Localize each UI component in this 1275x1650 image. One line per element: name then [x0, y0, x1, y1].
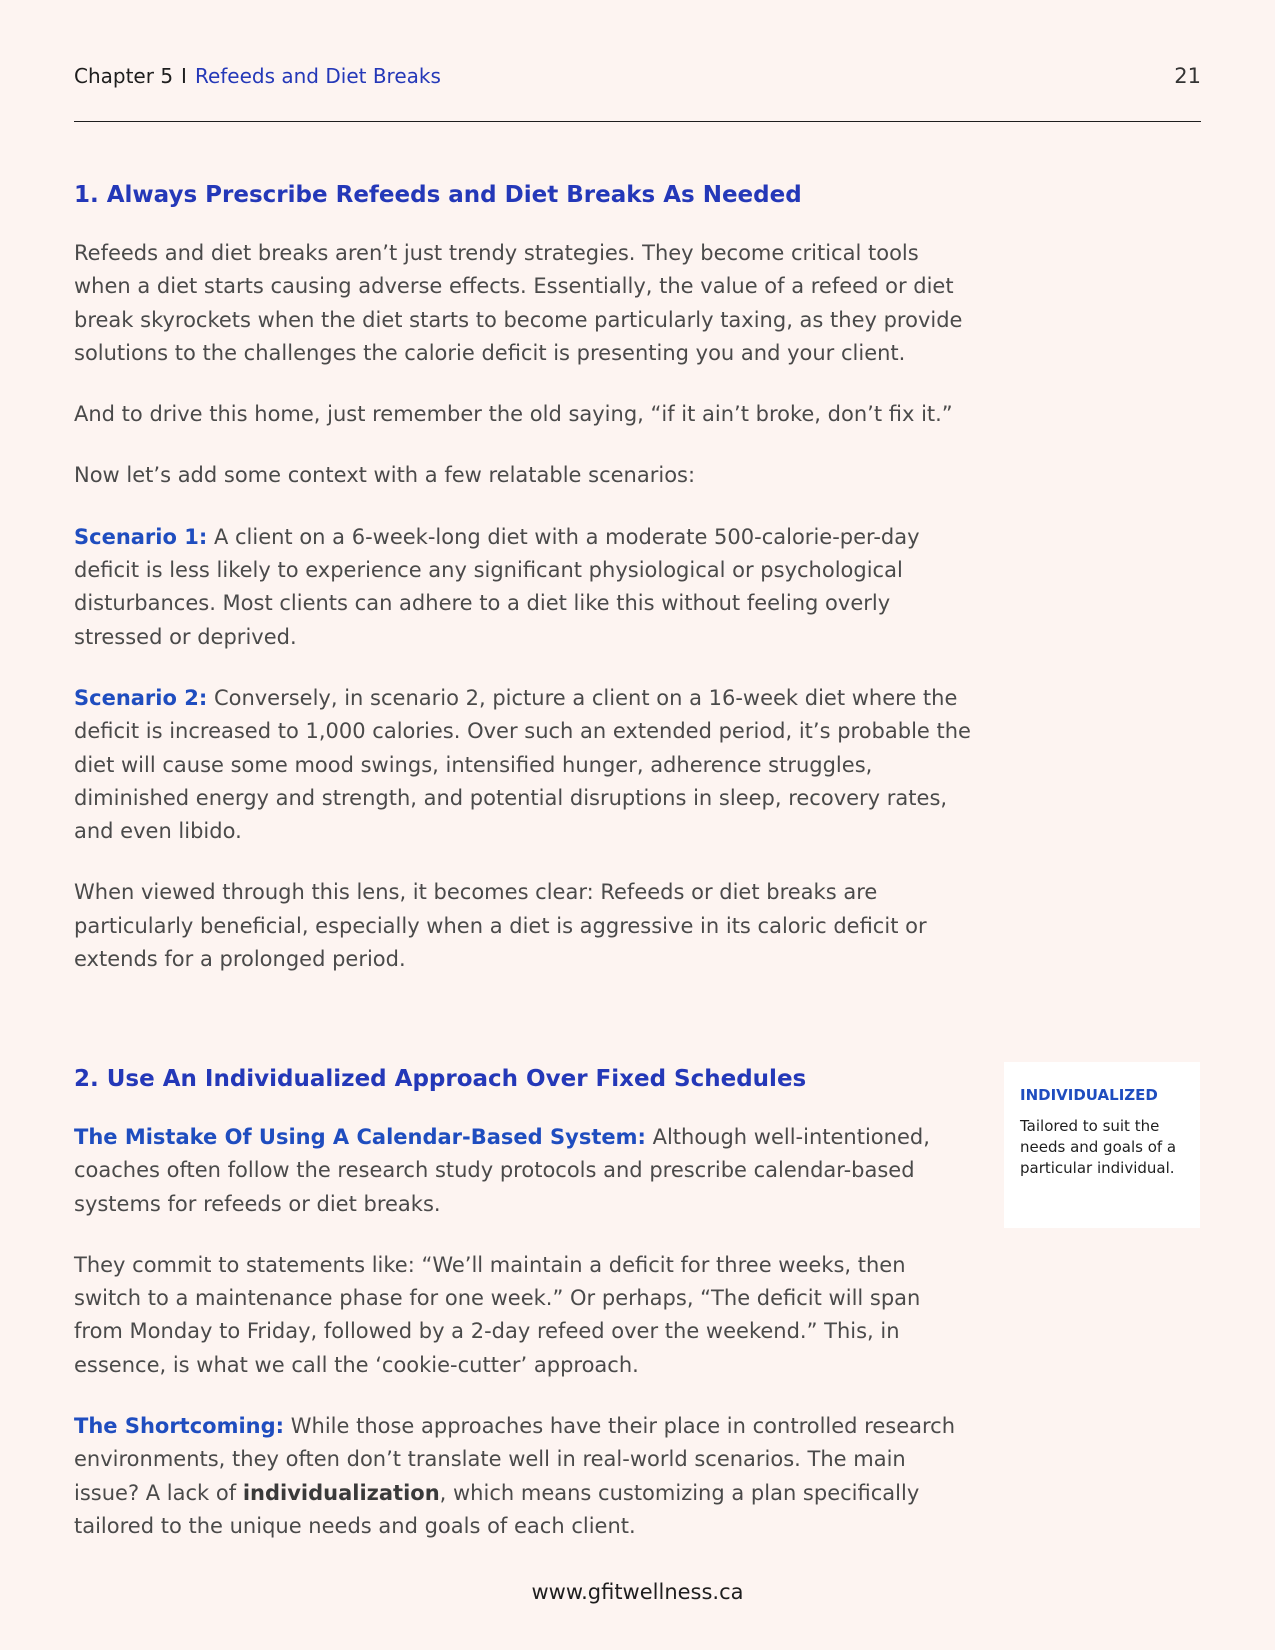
section-2 — [74, 1062, 974, 1571]
scenario-2-text: Conversely, in scenario 2, picture a client on a 16-week diet where the deficit is increased to 1,000 calories. Over such an extended period, it’s probable the diet will cause some mood swings, intensified hunger, adherence struggles, diminished energy and strength, and potential disruptions in sleep, recovery rates, and even libido. — [74, 685, 971, 844]
paragraph-shortcoming — [74, 1410, 974, 1543]
paragraph-mistake — [74, 1121, 974, 1221]
section-1-heading: 1. Always Prescribe Refeeds and Diet Breaks As Needed — [74, 182, 802, 208]
header-divider — [74, 121, 1201, 122]
paragraph-saying: And to drive this home, just remember the old saying, “if it ain’t broke, don’t fix it.” — [74, 402, 953, 427]
sidebar-term: INDIVIDUALIZED — [1020, 1086, 1158, 1104]
chapter-number: Chapter 5 — [74, 64, 174, 88]
shortcoming-label: The Shortcoming: — [74, 1414, 285, 1439]
scenario-1-label: Scenario 1: — [74, 524, 208, 549]
paragraph-scenario-1 — [74, 521, 974, 654]
shortcoming-text-before: While those approaches have their place in controlled research environments, they often don’t translate well in real-world scenarios. The main issue? A lack of — [74, 1414, 956, 1505]
shortcoming-bold-term: individualization — [242, 1480, 440, 1505]
section-2-heading: 2. Use An Individualized Approach Over Fixed Schedules — [74, 1066, 807, 1092]
paragraph-context: Now let’s add some context with a few relatable scenarios: — [74, 463, 696, 488]
section-1 — [74, 178, 974, 976]
definition-sidebar — [1004, 1062, 1200, 1228]
scenario-2-label: Scenario 2: — [74, 685, 208, 710]
paragraph-conclusion: When viewed through this lens, it becomes clear: Refeeds or diet breaks are particularly beneficial, especially when a diet is aggressive in its caloric deficit or extends for a prolonged period. — [74, 880, 927, 972]
footer-website: www.gfitwellness.ca — [531, 1580, 744, 1604]
page-header — [74, 60, 1201, 90]
chapter-title: Refeeds and Diet Breaks — [194, 64, 441, 88]
paragraph-intro: Refeeds and diet breaks aren’t just trendy strategies. They become critical tools when a diet starts causing adverse effects. Essentially, the value of a refeed or diet break skyrockets when the diet starts to become particularly taxing, as they provide solutions to the challenges the calorie deficit is presenting you and your client. — [74, 241, 963, 365]
mistake-label: The Mistake Of Using A Calendar-Based System: — [74, 1125, 646, 1149]
chapter-label — [74, 64, 441, 88]
mistake-text: Although well-intentioned, coaches often follow the research study protocols and prescribe calendar-based systems for refeeds or diet breaks. — [74, 1125, 930, 1216]
paragraph-statements: They commit to statements like: “We’ll maintain a deficit for three weeks, then switch to a maintenance phase for one week.” Or perhaps, “The deficit will span from Monday to Friday, followed by a 2-day refeed over the weekend.” This, in essence, is what we call the ‘cookie-cutter’ approach. — [74, 1252, 921, 1377]
paragraph-scenario-2 — [74, 682, 974, 848]
scenario-1-text: A client on a 6-week-long diet with a moderate 500-calorie-per-day deficit is less likely to experience any significant physiological or psychological disturbances. Most clients can adhere to a diet like this without feeling overly stressed or deprived. — [74, 524, 920, 649]
header-separator: I — [181, 64, 187, 88]
shortcoming-text-after: , which means customizing a plan specifically tailored to the unique needs and goals of each client. — [74, 1480, 920, 1538]
sidebar-definition: Tailored to suit the needs and goals of a particular individual. — [1020, 1117, 1177, 1177]
page-number: 21 — [1174, 64, 1201, 88]
